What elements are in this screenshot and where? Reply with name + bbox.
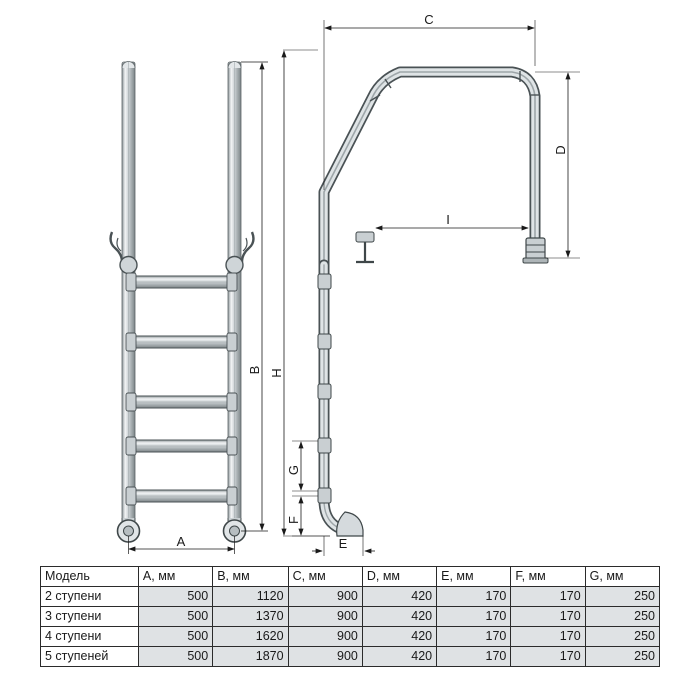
label-H: H [269,368,284,378]
table-header-g: G, мм [585,567,659,587]
table-header-d: D, мм [362,567,436,587]
row-value-g: 250 [585,647,659,667]
row-value-b: 1120 [213,587,288,607]
specification-table-wrapper [40,566,660,667]
row-value-c: 900 [288,647,362,667]
row-value-d: 420 [362,627,436,647]
row-value-d: 420 [362,647,436,667]
row-value-b: 1370 [213,607,288,627]
row-value-c: 900 [288,627,362,647]
label-E: E [338,536,348,551]
table-header-f: F, мм [511,567,585,587]
step [126,273,237,291]
label-C: C [424,12,434,27]
row-value-f: 170 [511,627,585,647]
row-value-a: 500 [138,627,212,647]
front-steps [126,273,237,505]
row-value-g: 250 [585,627,659,647]
row-value-f: 170 [511,647,585,667]
row-value-b: 1620 [213,627,288,647]
table-row [41,587,660,607]
row-value-a: 500 [138,647,212,667]
label-B: B [247,365,262,375]
step [126,333,237,351]
row-value-g: 250 [585,607,659,627]
row-value-d: 420 [362,587,436,607]
row-value-e: 170 [437,627,511,647]
row-value-c: 900 [288,607,362,627]
row-value-e: 170 [437,647,511,667]
row-value-f: 170 [511,607,585,627]
side-anchor-foot [523,238,548,263]
row-value-e: 170 [437,607,511,627]
table-header-b: B, мм [213,567,288,587]
row-value-b: 1870 [213,647,288,667]
table-row [41,627,660,647]
row-value-c: 900 [288,587,362,607]
dimension-E [312,536,375,556]
dimension-A [129,534,235,554]
dimension-I [376,212,528,228]
step [126,393,237,411]
row-model: 4 ступени [41,627,139,647]
label-D: D [553,145,568,155]
dimension-G [286,441,318,491]
side-mount-bracket [356,232,374,262]
table-row [41,647,660,667]
step [126,437,237,455]
table-row [41,607,660,627]
table-header-row [41,567,660,587]
front-left-rail [122,62,135,531]
table-header-c: C, мм [288,567,362,587]
label-F: F [286,516,301,524]
front-right-rail [228,62,241,531]
row-model: 3 ступени [41,607,139,627]
specification-table [40,566,660,667]
front-view [111,62,268,555]
label-I: I [446,212,450,227]
row-value-g: 250 [585,587,659,607]
row-value-f: 170 [511,587,585,607]
side-view [269,12,580,556]
label-A: A [176,534,186,549]
label-G: G [286,464,301,476]
row-value-a: 500 [138,587,212,607]
step [126,487,237,505]
table-header-a: A, мм [138,567,212,587]
table-header-e: E, мм [437,567,511,587]
table-header-model: Модель [41,567,139,587]
dimension-D [535,72,580,258]
row-model: 5 ступеней [41,647,139,667]
row-value-a: 500 [138,607,212,627]
dimension-C [324,12,535,190]
dimension-B [241,62,268,531]
row-value-d: 420 [362,607,436,627]
row-value-e: 170 [437,587,511,607]
row-model: 2 ступени [41,587,139,607]
